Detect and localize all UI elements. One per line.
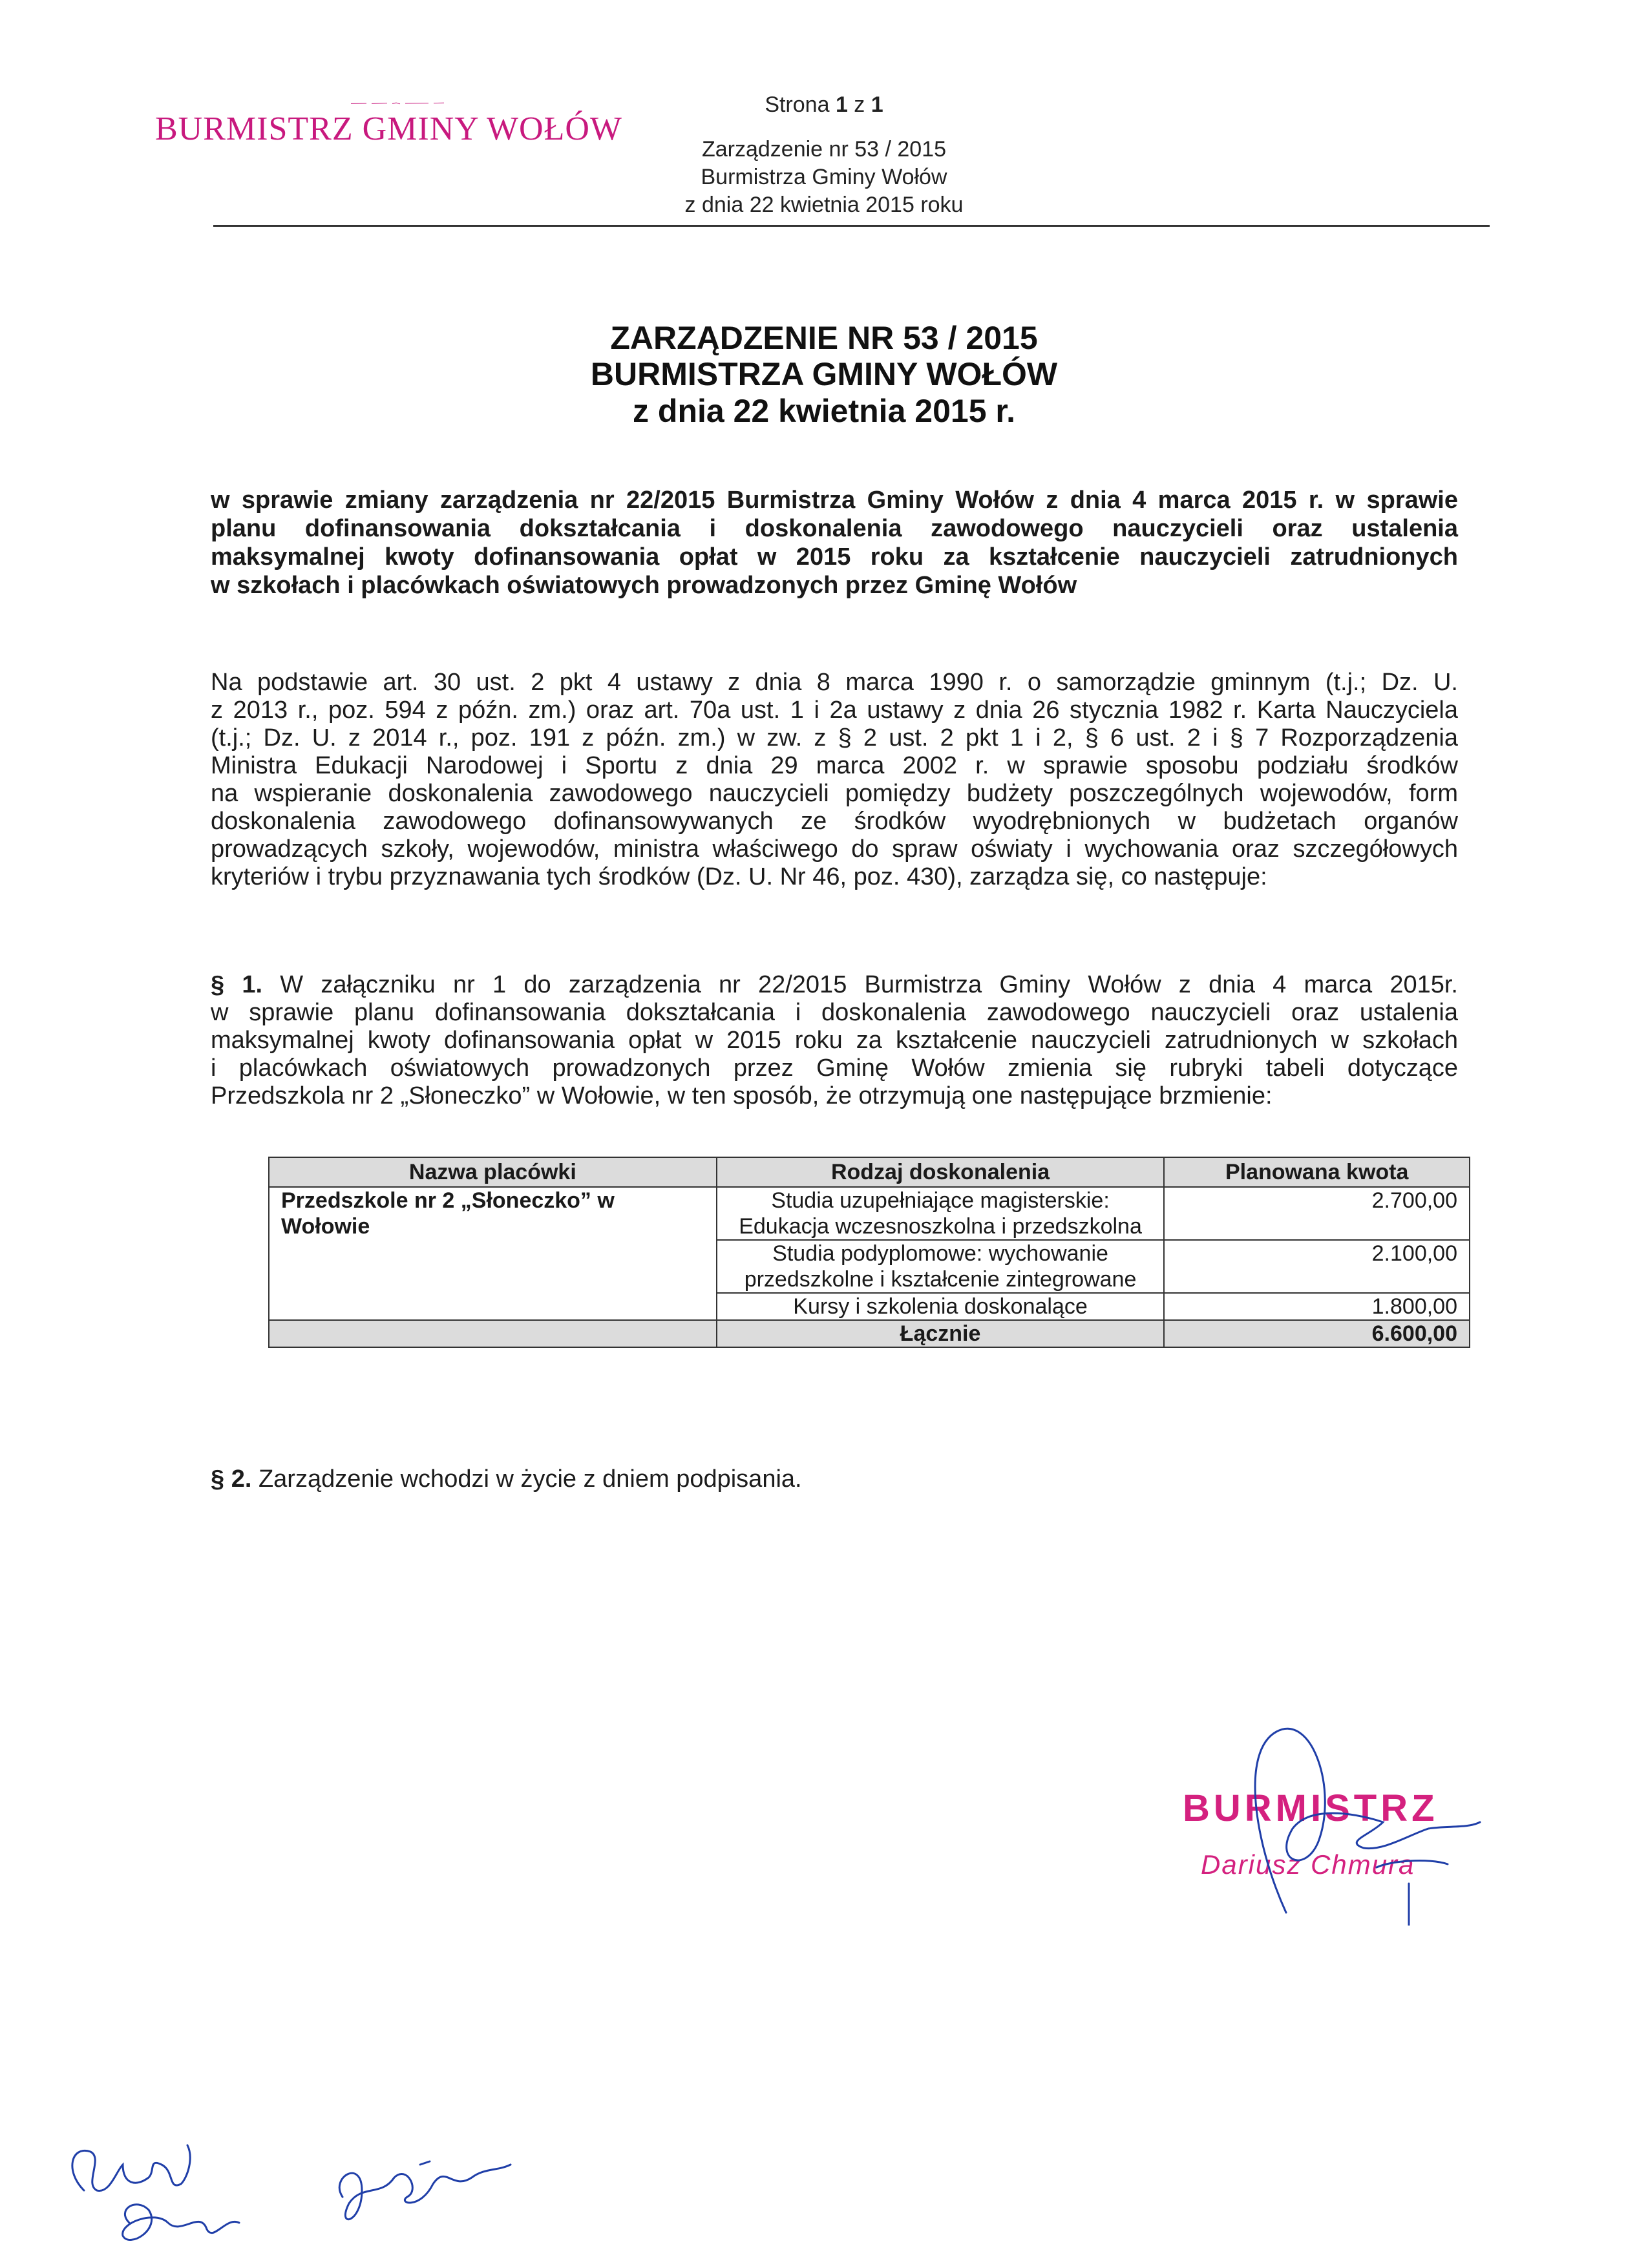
- institution-cell: Przedszkole nr 2 „Słoneczko” w Wołowie: [269, 1187, 717, 1240]
- page-counter: Strona 1 z 1: [765, 92, 883, 117]
- table-row: [269, 1187, 1470, 1240]
- amount-cell: 2.100,00: [1164, 1240, 1470, 1293]
- paragraph-2-mark: § 2.: [211, 1465, 252, 1493]
- legal-basis-paragraph: Na podstawie art. 30 ust. 2 pkt 4 ustawy z dnia 8 marca 1990 r. o samorządzie gminnym (t.j.; Dz. U. z 2013 r., poz. 594 z późn. zm.) oraz art. 70a ust. 1 i 2a ustawy z dnia 26 stycznia 1982 r. Karta Nauczyciela (t.j.; Dz. U. z 2014 r., poz. 191 z późn. zm.) w zw. z § 2 ust. 2 pkt 1 i 2, § 6 ust. 2 i § 7 Rozporządzenia Ministra Edukacji Narodowej i Sportu z dnia 29 marca 2002 r. w sprawie sposobu podziału środków na wspieranie doskonalenia zawodowego nauczycieli pomiędzy budżety poszczególnych wojewodów, form doskonalenia zawodowego dofinansowywanych ze środków wyodrębnionych w budżetach organów prowadzących szkoły, wojewodów, ministra właściwego do spraw oświaty i wychowania oraz szczegółowych kryteriów i trybu przyznawania tych środków (Dz. U. Nr 46, poz. 430), zarządza się, co następuje:: [211, 669, 1458, 890]
- column-header: Rodzaj doskonalenia: [717, 1157, 1165, 1187]
- header-line-1: Zarządzenie nr 53 / 2015: [701, 137, 947, 162]
- kind-cell: Studia uzupełniające magisterskie: Edukacja wczesnoszkolna i przedszkolna: [717, 1187, 1165, 1240]
- amount-cell: 2.700,00: [1164, 1187, 1470, 1240]
- subject: w sprawie zmiany zarządzenia nr 22/2015 Burmistrza Gminy Wołów z dnia 4 marca 2015 r. w sprawie planu dofinansowania dokształcania i doskonalenia zawodowego nauczycieli oraz ustalenia maksymalnej kwoty dofinansowania opłat w 2015 roku za kształcenie nauczycieli zatrudnionych w szkołach i placówkach oświatowych prowadzonych przez Gminę Wołów: [211, 487, 1458, 599]
- header-line-2: Burmistrza Gminy Wołów: [701, 165, 947, 189]
- paragraph-1-mark: § 1.: [211, 971, 263, 998]
- table-row: [269, 1240, 1470, 1293]
- handwritten-signature: [1215, 1712, 1486, 1926]
- header-rule: [213, 225, 1490, 227]
- institution-cell-empty: [269, 1240, 717, 1293]
- table-row: [269, 1293, 1470, 1320]
- institution-cell-empty: [269, 1293, 717, 1320]
- total-label: Łącznie: [717, 1320, 1165, 1347]
- paragraph-1: § 1. W załączniku nr 1 do zarządzenia nr 22/2015 Burmistrza Gminy Wołów z dnia 4 marca 2015r. w sprawie planu dofinansowania dokształcania i doskonalenia zawodowego nauczycieli oraz ustalenia maksymalnej kwoty dofinansowania opłat w 2015 roku za kształcenie nauczycieli zatrudnionych w szkołach i placówkach oświatowych prowadzonych przez Gminę Wołów zmienia się rubryki tabeli dotyczące Przedszkola nr 2 „Słoneczko” w Wołowie, w ten sposób, że otrzymują one następujące brzmienie:: [211, 971, 1458, 1109]
- header-line-3: z dnia 22 kwietnia 2015 roku: [684, 193, 964, 217]
- title-line-3: z dnia 22 kwietnia 2015 r.: [633, 393, 1015, 429]
- title-line-2: BURMISTRZA GMINY WOŁÓW: [590, 356, 1058, 392]
- plan-table: [268, 1157, 1470, 1348]
- kind-cell: Kursy i szkolenia doskonalące: [717, 1293, 1165, 1320]
- table-header-row: [269, 1157, 1470, 1187]
- kind-cell: Studia podyplomowe: wychowanie przedszkolne i kształcenie zintegrowane: [717, 1240, 1165, 1293]
- office-stamp: BURMISTRZ GMINY WOŁÓW: [155, 110, 622, 147]
- total-row: [269, 1320, 1470, 1347]
- total-blank-cell: [269, 1320, 717, 1347]
- column-header: Planowana kwota: [1164, 1157, 1470, 1187]
- signature-stamp-name: Dariusz Chmura: [1201, 1849, 1415, 1880]
- column-header: Nazwa placówki: [269, 1157, 717, 1187]
- handwritten-initials: [58, 2132, 549, 2262]
- total-amount: 6.600,00: [1164, 1320, 1470, 1347]
- paragraph-2: § 2. Zarządzenie wchodzi w życie z dniem podpisania.: [211, 1465, 802, 1493]
- signature-stamp-title: BURMISTRZ: [1183, 1787, 1439, 1829]
- amount-cell: 1.800,00: [1164, 1293, 1470, 1320]
- title-line-1: ZARZĄDZENIE NR 53 / 2015: [610, 320, 1038, 356]
